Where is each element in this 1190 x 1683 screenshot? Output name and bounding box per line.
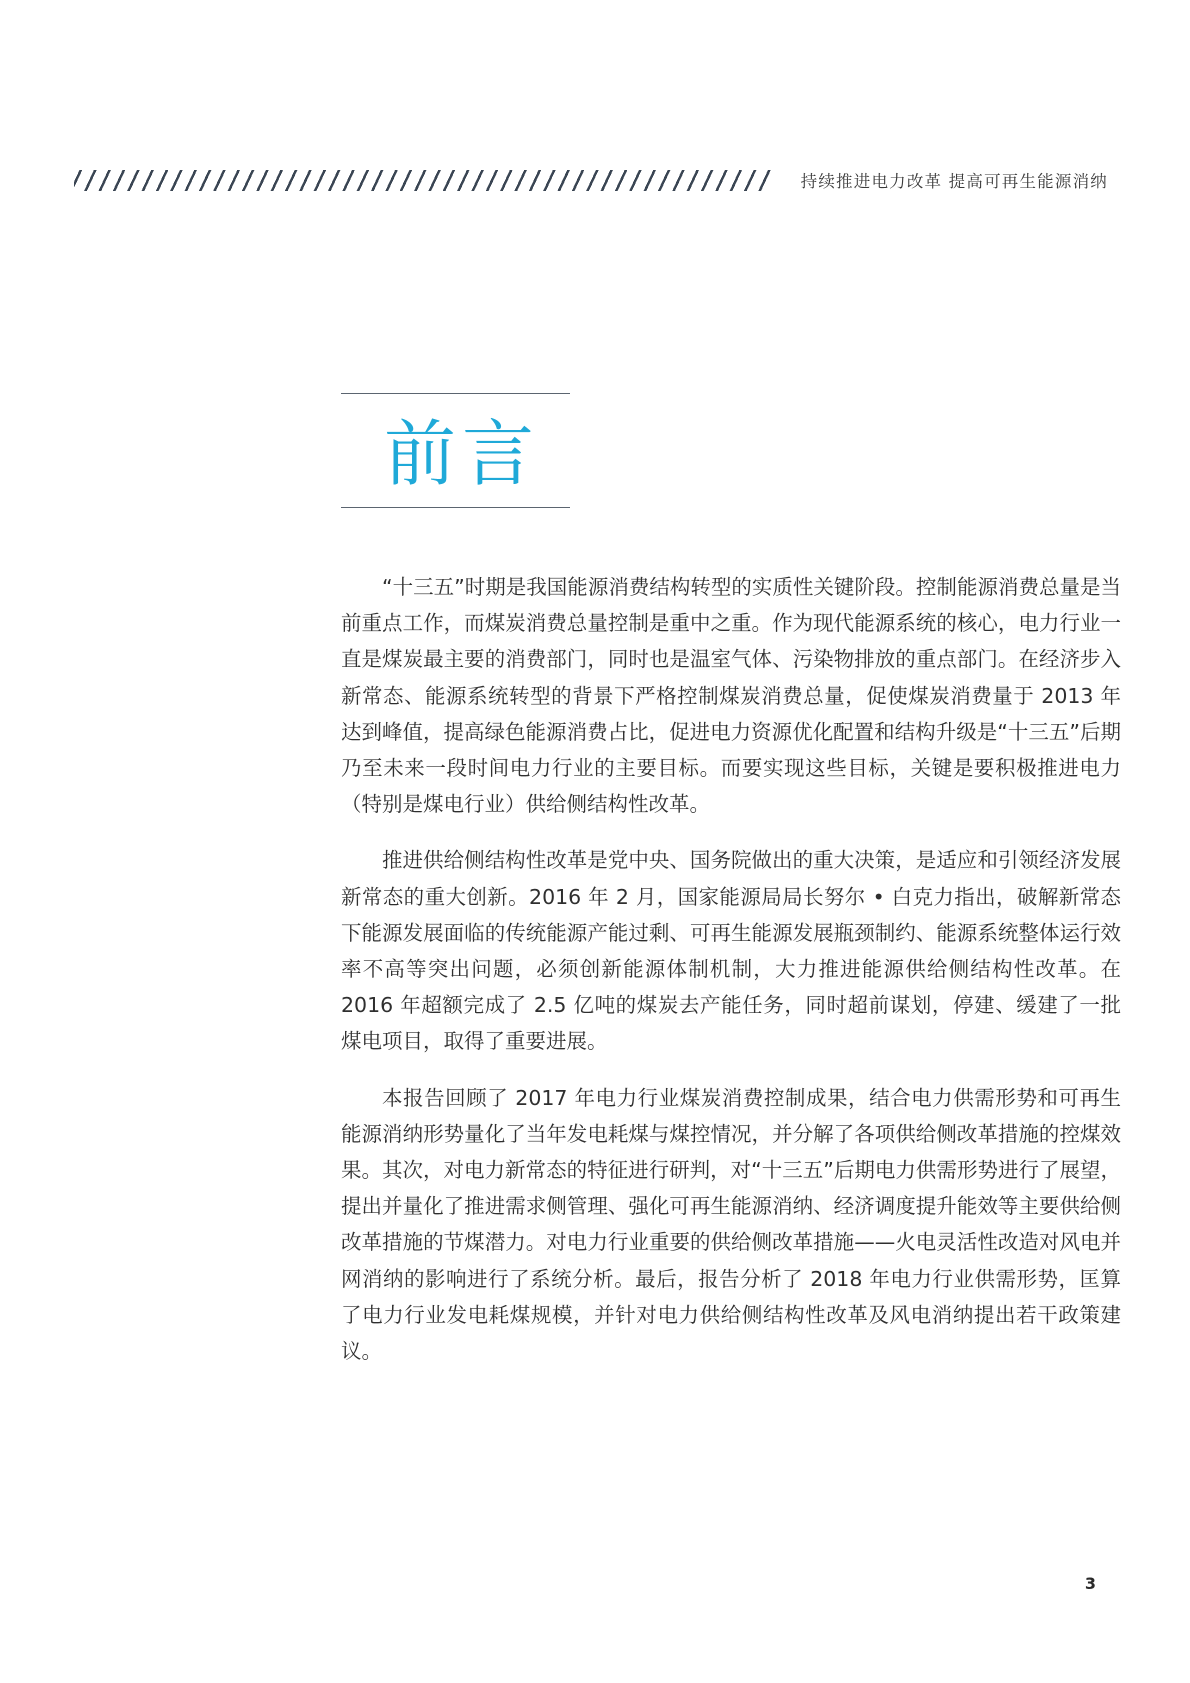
- preface-body: [341, 569, 1121, 1389]
- paragraph-2: 推进供给侧结构性改革是党中央、国务院做出的重大决策，是适应和引领经济发展新常态的重大创新。2016 年 2 月，国家能源局局长努尔 • 白克力指出，破解新常态下能源发展面临的传统能源产能过剩、可再生能源发展瓶颈制约、能源系统整体运行效率不高等突出问题，必须创新能源体制机制，大力推进能源供给侧结构性改革。在 2016 年超额完成了 2.5 亿吨的煤炭去产能任务，同时超前谋划，停建、缓建了一批煤电项目，取得了重要进展。: [341, 848, 1121, 1054]
- page-number: 3: [1084, 1574, 1096, 1593]
- paragraph-3: 本报告回顾了 2017 年电力行业煤炭消费控制成果，结合电力供需形势和可再生能源消纳形势量化了当年发电耗煤与煤控情况，并分解了各项供给侧改革措施的控煤效果。其次，对电力新常态的特征进行研判，对“十三五”后期电力供需形势进行了展望，提出并量化了推进需求侧管理、强化可再生能源消纳、经济调度提升能效等主要供给侧改革措施的节煤潜力。对电力行业重要的供给侧改革措施——火电灵活性改造对风电并网消纳的影响进行了系统分析。最后，报告分析了 2018 年电力行业供需形势，匡算了电力行业发电耗煤规模，并针对电力供给侧结构性改革及风电消纳提出若干政策建议。: [341, 1085, 1121, 1364]
- paragraph-1: “十三五”时期是我国能源消费结构转型的实质性关键阶段。控制能源消费总量是当前重点工作，而煤炭消费总量控制是重中之重。作为现代能源系统的核心，电力行业一直是煤炭最主要的消费部门，同时也是温室气体、污染物排放的重点部门。在经济步入新常态、能源系统转型的背景下严格控制煤炭消费总量，促使煤炭消费量于 2013 年达到峰值，提高绿色能源消费占比，促进电力资源优化配置和结构升级是“十三五”后期乃至未来一段时间电力行业的主要目标。而要实现这些目标，关键是要积极推进电力（特别是煤电行业）供给侧结构性改革。: [341, 575, 1121, 817]
- title-rule-top: [341, 393, 570, 394]
- page-title: 前言: [384, 412, 541, 496]
- running-header-title: 持续推进电力改革 提高可再生能源消纳: [800, 172, 1108, 191]
- title-rule-bottom: [341, 507, 570, 508]
- header-stripe-decoration: [74, 170, 772, 191]
